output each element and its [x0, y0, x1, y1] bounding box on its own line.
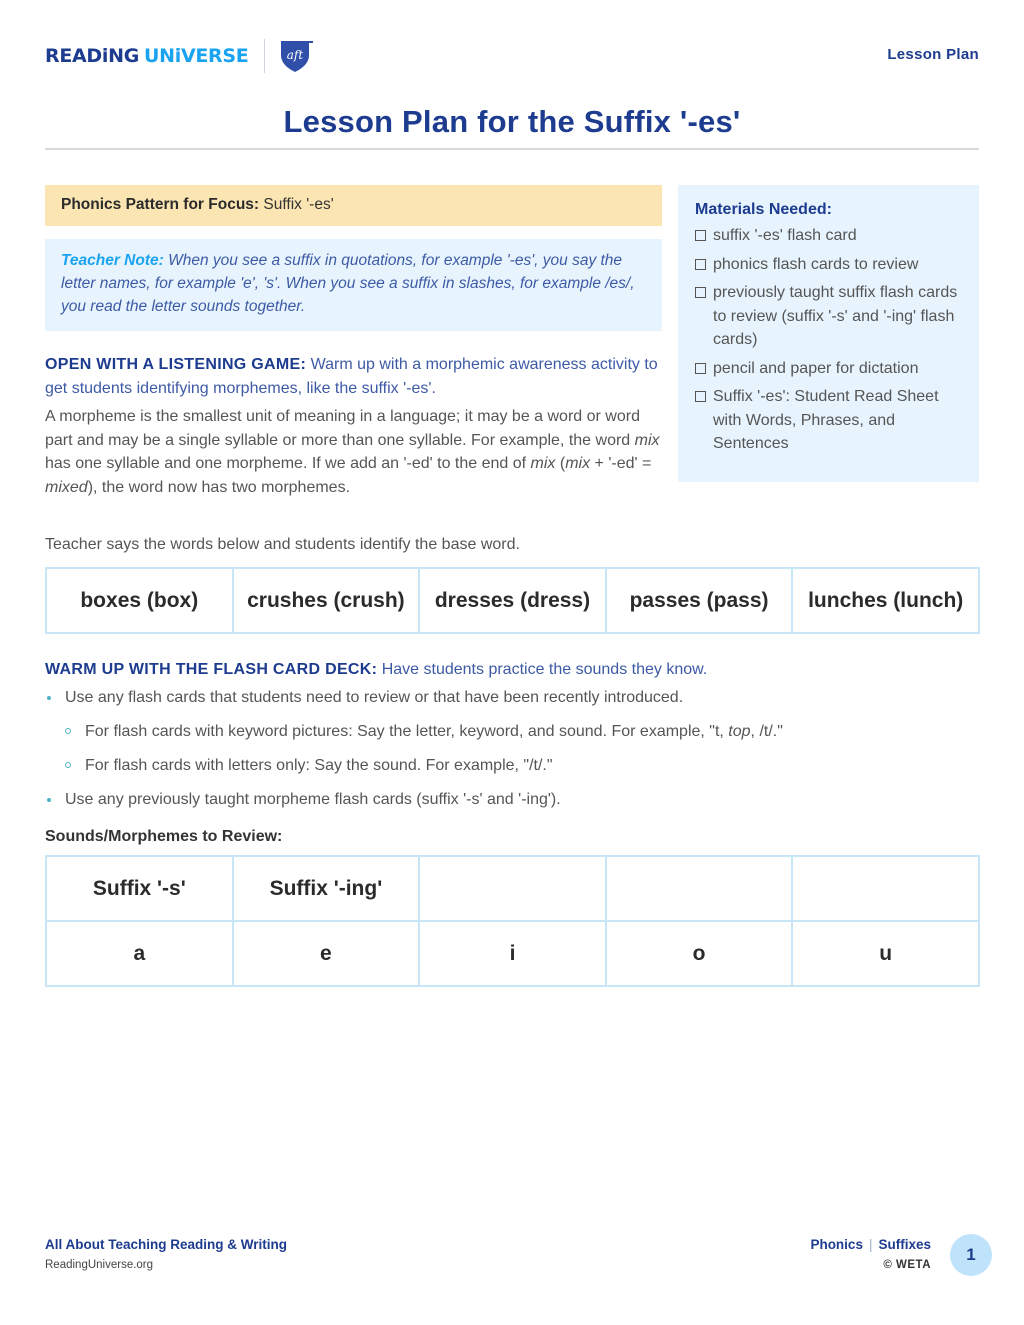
materials-item[interactable]: [695, 224, 962, 248]
page-number-badge: 1: [950, 1234, 992, 1276]
materials-title: Materials Needed:: [695, 201, 832, 218]
checkbox-icon[interactable]: [695, 230, 706, 241]
checkbox-icon[interactable]: [695, 391, 706, 402]
table-cell: a: [46, 921, 233, 986]
materials-item-label: pencil and paper for dictation: [713, 359, 919, 377]
page-title: Lesson Plan for the Suffix '-es': [283, 104, 741, 139]
table-cell: dresses (dress): [419, 568, 606, 633]
teacher-note-box: [45, 239, 662, 331]
review-label: Sounds/Morphemes to Review:: [45, 828, 283, 845]
table-cell: Suffix '-ing': [233, 856, 420, 921]
bullet-icon: [47, 798, 51, 802]
table-cell: passes (pass): [606, 568, 793, 633]
checkbox-icon[interactable]: [695, 363, 706, 374]
flash-card-heading: WARM UP WITH THE FLASH CARD DECK:: [45, 661, 378, 678]
word-mix: mix: [634, 431, 660, 449]
aft-shield-icon: [277, 38, 313, 74]
listening-instruction: Teacher says the words below and students identify the base word.: [45, 536, 520, 553]
word-mixed: mixed: [45, 478, 88, 496]
footer-tagline: All About Teaching Reading & Writing: [45, 1237, 287, 1252]
focus-label: Phonics Pattern for Focus:: [61, 196, 260, 213]
breadcrumb-phonics[interactable]: Phonics: [810, 1237, 863, 1252]
list-item: [45, 686, 945, 709]
title-divider: [45, 148, 979, 150]
focus-value: Suffix '-es': [263, 196, 334, 213]
list-item-text: For flash cards with letters only: Say the sound. For example, "/t/.": [85, 757, 553, 774]
footer-breadcrumb: [810, 1237, 931, 1252]
table-cell: [792, 856, 979, 921]
word-mix: mix: [530, 455, 556, 472]
sub-bullet-icon: [65, 728, 71, 734]
table-cell: crushes (crush): [233, 568, 420, 633]
sub-bullet-icon: [65, 762, 71, 768]
bullet-icon: [47, 696, 51, 700]
logo-universe-text: UNiVERSE: [144, 45, 249, 67]
base-words-table: [45, 567, 980, 634]
materials-item[interactable]: [695, 253, 962, 277]
list-item-text: For flash cards with keyword pictures: Say the letter, keyword, and sound. For example, "t,: [85, 723, 729, 740]
logo-divider: [264, 39, 265, 73]
list-item: [45, 754, 945, 777]
table-cell: i: [419, 921, 606, 986]
reading-universe-logo: [45, 40, 313, 72]
flash-card-list: [45, 686, 945, 811]
table-row: [46, 921, 979, 986]
materials-item-label: phonics flash cards to review: [713, 255, 919, 273]
teacher-note-label: Teacher Note:: [61, 252, 164, 269]
logo-reading-text: READiNG: [45, 45, 139, 67]
table-cell: [606, 856, 793, 921]
materials-item[interactable]: [695, 357, 962, 381]
list-item-text: Use any flash cards that students need to review or that have been recently introduced.: [65, 689, 684, 706]
materials-item-label: suffix '-es' flash card: [713, 227, 857, 244]
list-item: [45, 720, 945, 743]
review-table: [45, 855, 980, 987]
materials-item-label: previously taught suffix flash cards to review (suffix '-s' and '-ing' flash cards): [713, 284, 958, 348]
materials-item[interactable]: [695, 385, 962, 456]
morpheme-explanation: [45, 405, 660, 499]
list-item-text: , /t/.": [750, 723, 783, 740]
listening-game-intro: [45, 353, 660, 400]
morpheme-text-4: + '-ed' =: [590, 455, 652, 472]
word-mix: mix: [565, 455, 591, 472]
phonics-focus-box: [45, 185, 662, 226]
morpheme-text-2: has one syllable and one morpheme. If we add an '-ed' to the end of: [45, 455, 527, 472]
table-cell: lunches (lunch): [792, 568, 979, 633]
teacher-note-text: When you see a suffix in quotations, for example '-es', you say the letter names, for example 'e', 's'. When you see a suffix in slashes, for example /es/, you read the letter sounds together.: [61, 252, 635, 315]
aft-text: aft: [287, 48, 304, 62]
checkbox-icon[interactable]: [695, 259, 706, 270]
table-cell: o: [606, 921, 793, 986]
breadcrumb-separator: |: [868, 1237, 873, 1252]
list-item-text: Use any previously taught morpheme flash cards (suffix '-s' and '-ing').: [65, 791, 561, 808]
word-top: top: [728, 723, 751, 740]
table-cell: Suffix '-s': [46, 856, 233, 921]
document-type-label: Lesson Plan: [887, 46, 979, 63]
table-cell: [419, 856, 606, 921]
table-row: [46, 568, 979, 633]
checkbox-icon[interactable]: [695, 287, 706, 298]
table-cell: boxes (box): [46, 568, 233, 633]
listening-game-lead: Warm up with a morphemic awareness activity to get students identifying morphemes, like the suffix '-es'.: [45, 356, 658, 397]
footer-copyright: © WETA: [883, 1259, 931, 1271]
flash-card-lead: Have students practice the sounds they know.: [381, 661, 708, 678]
list-item: [45, 788, 945, 811]
materials-item-label: Suffix '-es': Student Read Sheet with Words, Phrases, and Sentences: [713, 388, 939, 452]
breadcrumb-suffixes[interactable]: Suffixes: [878, 1237, 931, 1252]
morpheme-text-3: (: [559, 455, 566, 472]
materials-needed-box: [678, 185, 979, 482]
materials-item[interactable]: [695, 281, 962, 352]
listening-game-heading: OPEN WITH A LISTENING GAME:: [45, 356, 307, 373]
morpheme-text-5: ), the word now has two morphemes.: [87, 478, 351, 496]
table-cell: e: [233, 921, 420, 986]
morpheme-text-1: A morpheme is the smallest unit of meaning in a language; it may be a word or word part and may be a single syllable or more than one syllable. For example, the word: [45, 408, 640, 449]
table-row: [46, 856, 979, 921]
footer-site-link[interactable]: ReadingUniverse.org: [45, 1259, 154, 1271]
table-cell: u: [792, 921, 979, 986]
flash-card-intro: [45, 658, 945, 682]
